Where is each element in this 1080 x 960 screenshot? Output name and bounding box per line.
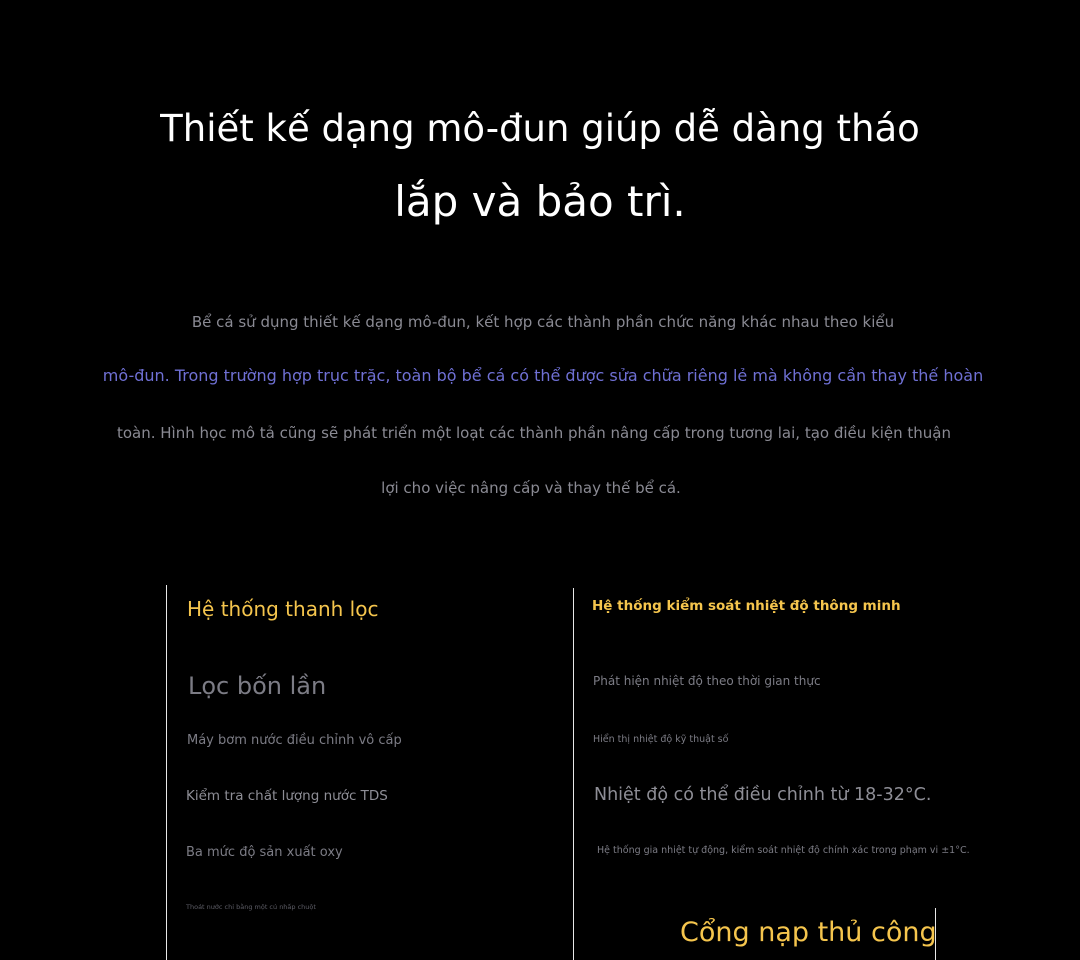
filtration-highlight: Lọc bốn lần: [188, 672, 327, 700]
filtration-item-drain: Thoát nước chỉ bằng một cú nhấp chuột: [186, 903, 316, 911]
filtration-item-pump: Máy bơm nước điều chỉnh vô cấp: [187, 733, 402, 748]
filtration-item-oxygen: Ba mức độ sản xuất oxy: [186, 845, 343, 860]
filtration-divider: [166, 585, 167, 960]
description-line-2: mô-đun. Trong trường hợp trục trặc, toàn bộ bể cá có thể được sửa chữa riêng lẻ mà không cần thay thế hoàn: [102, 366, 984, 385]
temperature-highlight: Nhiệt độ có thể điều chỉnh từ 18-32°C.: [594, 785, 932, 805]
description-line-4: lợi cho việc nâng cấp và thay thế bể cá.: [381, 479, 681, 497]
temperature-detail: Hệ thống gia nhiệt tự động, kiểm soát nhiệt độ chính xác trong phạm vi ±1°C.: [597, 845, 970, 856]
filtration-title: Hệ thống thanh lọc: [187, 597, 379, 621]
page-title-line-2: lắp và bảo trì.: [394, 177, 686, 226]
temperature-title: Hệ thống kiểm soát nhiệt độ thông minh: [592, 598, 901, 614]
temperature-divider: [573, 588, 574, 960]
description-line-1: Bể cá sử dụng thiết kế dạng mô-đun, kết hợp các thành phần chức năng khác nhau theo kiểu: [191, 313, 895, 331]
description-line-3: toàn. Hình học mô tả cũng sẽ phát triển một loạt các thành phần nâng cấp trong tương lai, tạo điều kiện thuận: [116, 424, 951, 442]
page-title-line-1: Thiết kế dạng mô-đun giúp dễ dàng tháo: [160, 107, 920, 150]
manual-inlet-heading: Cổng nạp thủ công: [680, 917, 937, 948]
temperature-item-display: Hiển thị nhiệt độ kỹ thuật số: [593, 734, 729, 745]
filtration-item-tds: Kiểm tra chất lượng nước TDS: [186, 788, 388, 804]
temperature-item-detection: Phát hiện nhiệt độ theo thời gian thực: [593, 674, 821, 688]
